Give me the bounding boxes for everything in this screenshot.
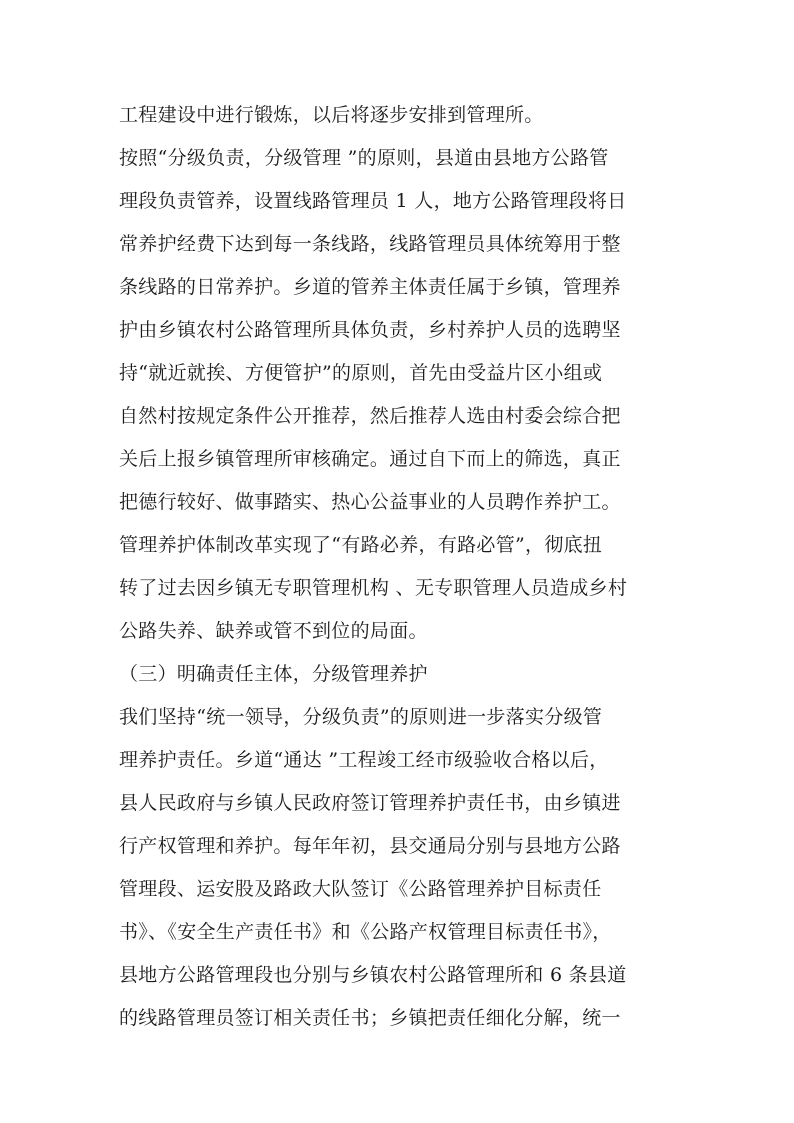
body-text-line: 县地方公路管理段也分别与乡镇农村公路管理所和 6 条县道: [119, 964, 627, 986]
body-text-line: 把德行较好、做事踏实、热心公益事业的人员聘作养护工。: [119, 491, 621, 513]
section-heading: （三）明确责任主体，分级管理养护: [119, 663, 428, 685]
body-text-line: 书》、《安全生产责任书》和《公路产权管理目标责任书》，: [119, 921, 612, 943]
body-text-line: 条线路的日常养护。乡道的管养主体责任属于乡镇，管理养: [119, 276, 621, 298]
body-text-line: 自然村按规定条件公开推荐，然后推荐人选由村委会综合把: [119, 405, 621, 427]
body-text-line: 工程建设中进行锻炼，以后将逐步安排到管理所。: [119, 104, 544, 126]
body-text-line: 理养护责任。乡道“通达 ”工程竣工经市级验收合格以后，: [119, 749, 609, 771]
body-text-line: 按照“分级负责，分级管理 ”的原则，县道由县地方公路管: [119, 147, 609, 169]
body-text-line: 理段负责管养，设置线路管理员 1 人，地方公路管理段将日: [119, 190, 627, 212]
body-text-line: 管理养护体制改革实现了“有路必养，有路必管”，彻底扭: [119, 534, 603, 556]
body-text-line: 护由乡镇农村公路管理所具体负责，乡村养护人员的选聘坚: [119, 319, 621, 341]
body-text-line: 关后上报乡镇管理所审核确定。通过自下而上的筛选，真正: [119, 448, 621, 470]
body-text-line: 行产权管理和养护。每年年初，县交通局分别与县地方公路: [119, 835, 621, 857]
body-text-line: 持“就近就挨、方便管护”的原则，首先由受益片区小组或: [119, 362, 603, 384]
body-text-line: 的线路管理员签订相关责任书；乡镇把责任细化分解，统一: [119, 1007, 621, 1029]
body-text-line: 我们坚持“统一领导，分级负责”的原则进一步落实分级管: [119, 706, 603, 728]
body-text-line: 转了过去因乡镇无专职管理机构 、无专职管理人员造成乡村: [119, 577, 628, 599]
body-text-line: 常养护经费下达到每一条线路，线路管理员具体统筹用于整: [119, 233, 621, 255]
body-text-line: 管理段、运安股及路政大队签订《公路管理养护目标责任: [119, 878, 602, 900]
body-text-line: 公路失养、缺养或管不到位的局面。: [119, 620, 428, 642]
body-text-line: 县人民政府与乡镇人民政府签订管理养护责任书，由乡镇进: [119, 792, 621, 814]
